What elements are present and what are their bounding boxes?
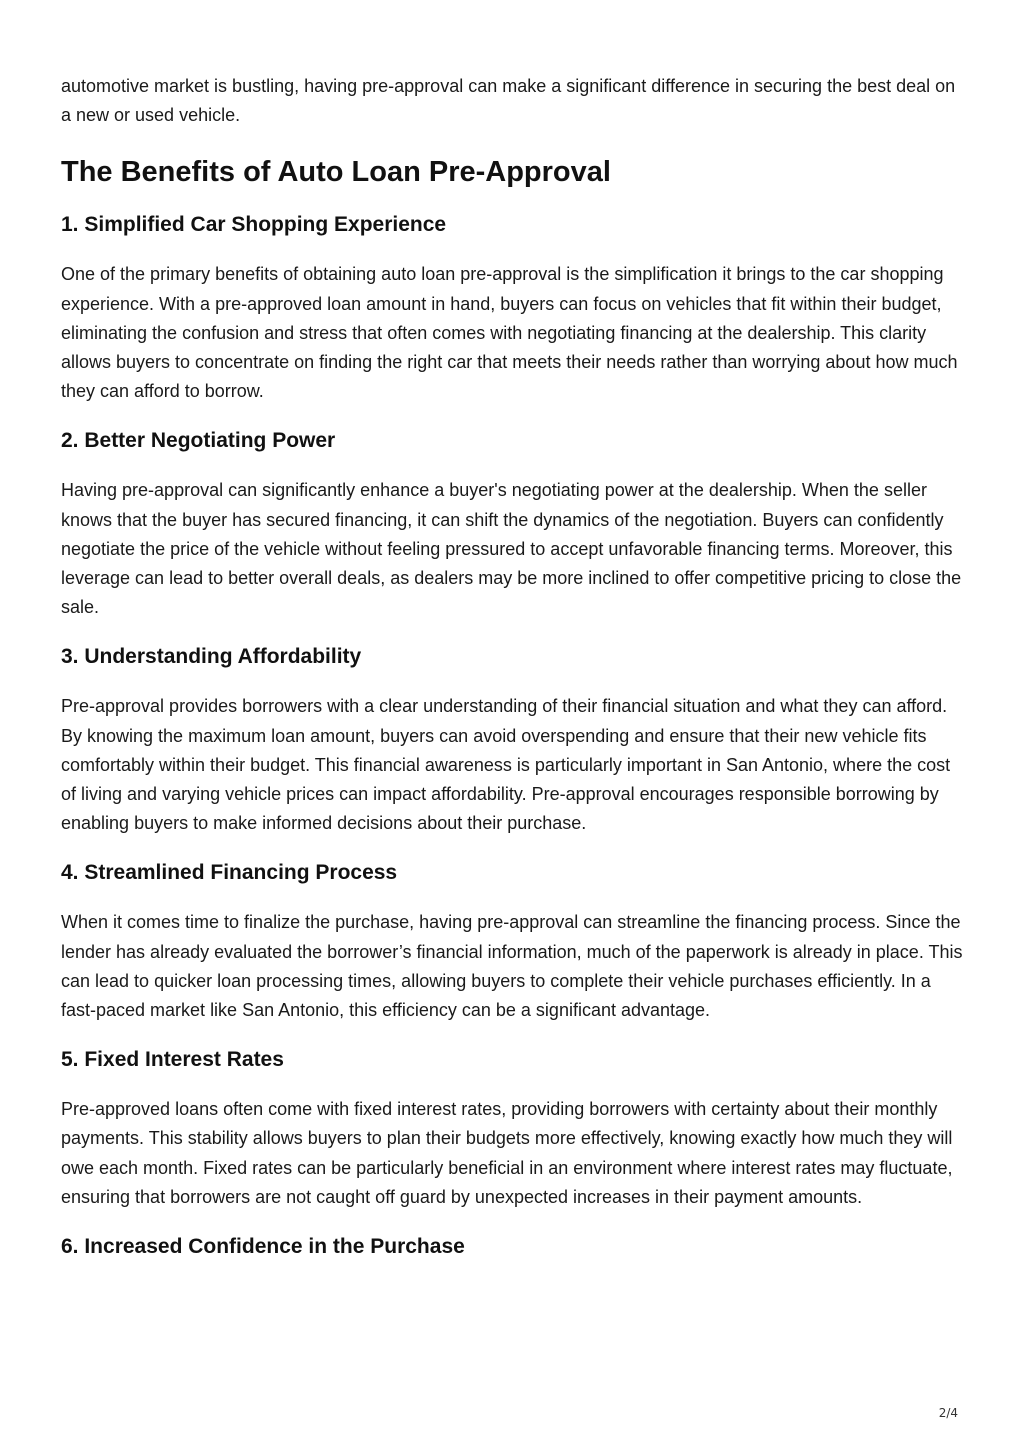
section-heading-affordability: 3. Understanding Affordability (61, 645, 362, 669)
section-heading-increased-confidence: 6. Increased Confidence in the Purchase (61, 1235, 465, 1259)
section-body-fixed-rates: Pre-approved loans often come with fixed interest rates, providing borrowers with certainty about their monthly payments. This stability allows buyers to plan their budgets more effectively, knowing exactly how much they will owe each month. Fixed rates can be particularly beneficial in an environment where interest rates may fluctuate, ensuring that borrowers are not caught off guard by unexpected increases in their payment amounts. (61, 1099, 953, 1207)
section-heading-streamlined-financing: 4. Streamlined Financing Process (61, 861, 398, 885)
section-body-affordability: Pre-approval provides borrowers with a clear understanding of their financial situation and what they can afford. By knowing the maximum loan amount, buyers can avoid overspending and ensure that their new vehicle fits comfortably within their budget. This financial awareness is particularly important in San Antonio, where the cost of living and varying vehicle prices can impact affordability. Pre-approval encourages responsible borrowing by enabling buyers to make informed decisions about their purchase. (61, 696, 951, 834)
section-heading-negotiating-power: 2. Better Negotiating Power (61, 429, 336, 453)
document-page (61, 72, 966, 1282)
section-body-negotiating-power: Having pre-approval can significantly enhance a buyer's negotiating power at the dealership. When the seller knows that the buyer has secured financing, it can shift the dynamics of the negotiation. Buyers can confidently negotiate the price of the vehicle without feeling pressured to accept unfavorable financing terms. Moreover, this leverage can lead to better overall deals, as dealers may be more inclined to offer competitive pricing to close the sale. (61, 480, 962, 618)
intro-paragraph: automotive market is bustling, having pre-approval can make a significant difference in securing the best deal on a new or used vehicle. (61, 76, 956, 126)
section-body-streamlined-financing: When it comes time to finalize the purchase, having pre-approval can streamline the financing process. Since the lender has already evaluated the borrower’s financial information, much of the paperwork is already in place. This can lead to quicker loan processing times, allowing buyers to complete their vehicle purchases efficiently. In a fast-paced market like San Antonio, this efficiency can be a significant advantage. (61, 912, 963, 1021)
main-heading: The Benefits of Auto Loan Pre-Approval (61, 156, 611, 189)
page-number: 2/4 (938, 1406, 958, 1420)
section-heading-fixed-rates: 5. Fixed Interest Rates (61, 1048, 284, 1072)
section-heading-simplified-shopping: 1. Simplified Car Shopping Experience (61, 213, 447, 237)
section-body-simplified-shopping: One of the primary benefits of obtaining auto loan pre-approval is the simplification it brings to the car shopping experience. With a pre-approved loan amount in hand, buyers can focus on vehicles that fit within their budget, eliminating the confusion and stress that often comes with negotiating financing at the dealership. This clarity allows buyers to concentrate on finding the right car that meets their needs rather than worrying about how much they can afford to borrow. (61, 264, 958, 402)
